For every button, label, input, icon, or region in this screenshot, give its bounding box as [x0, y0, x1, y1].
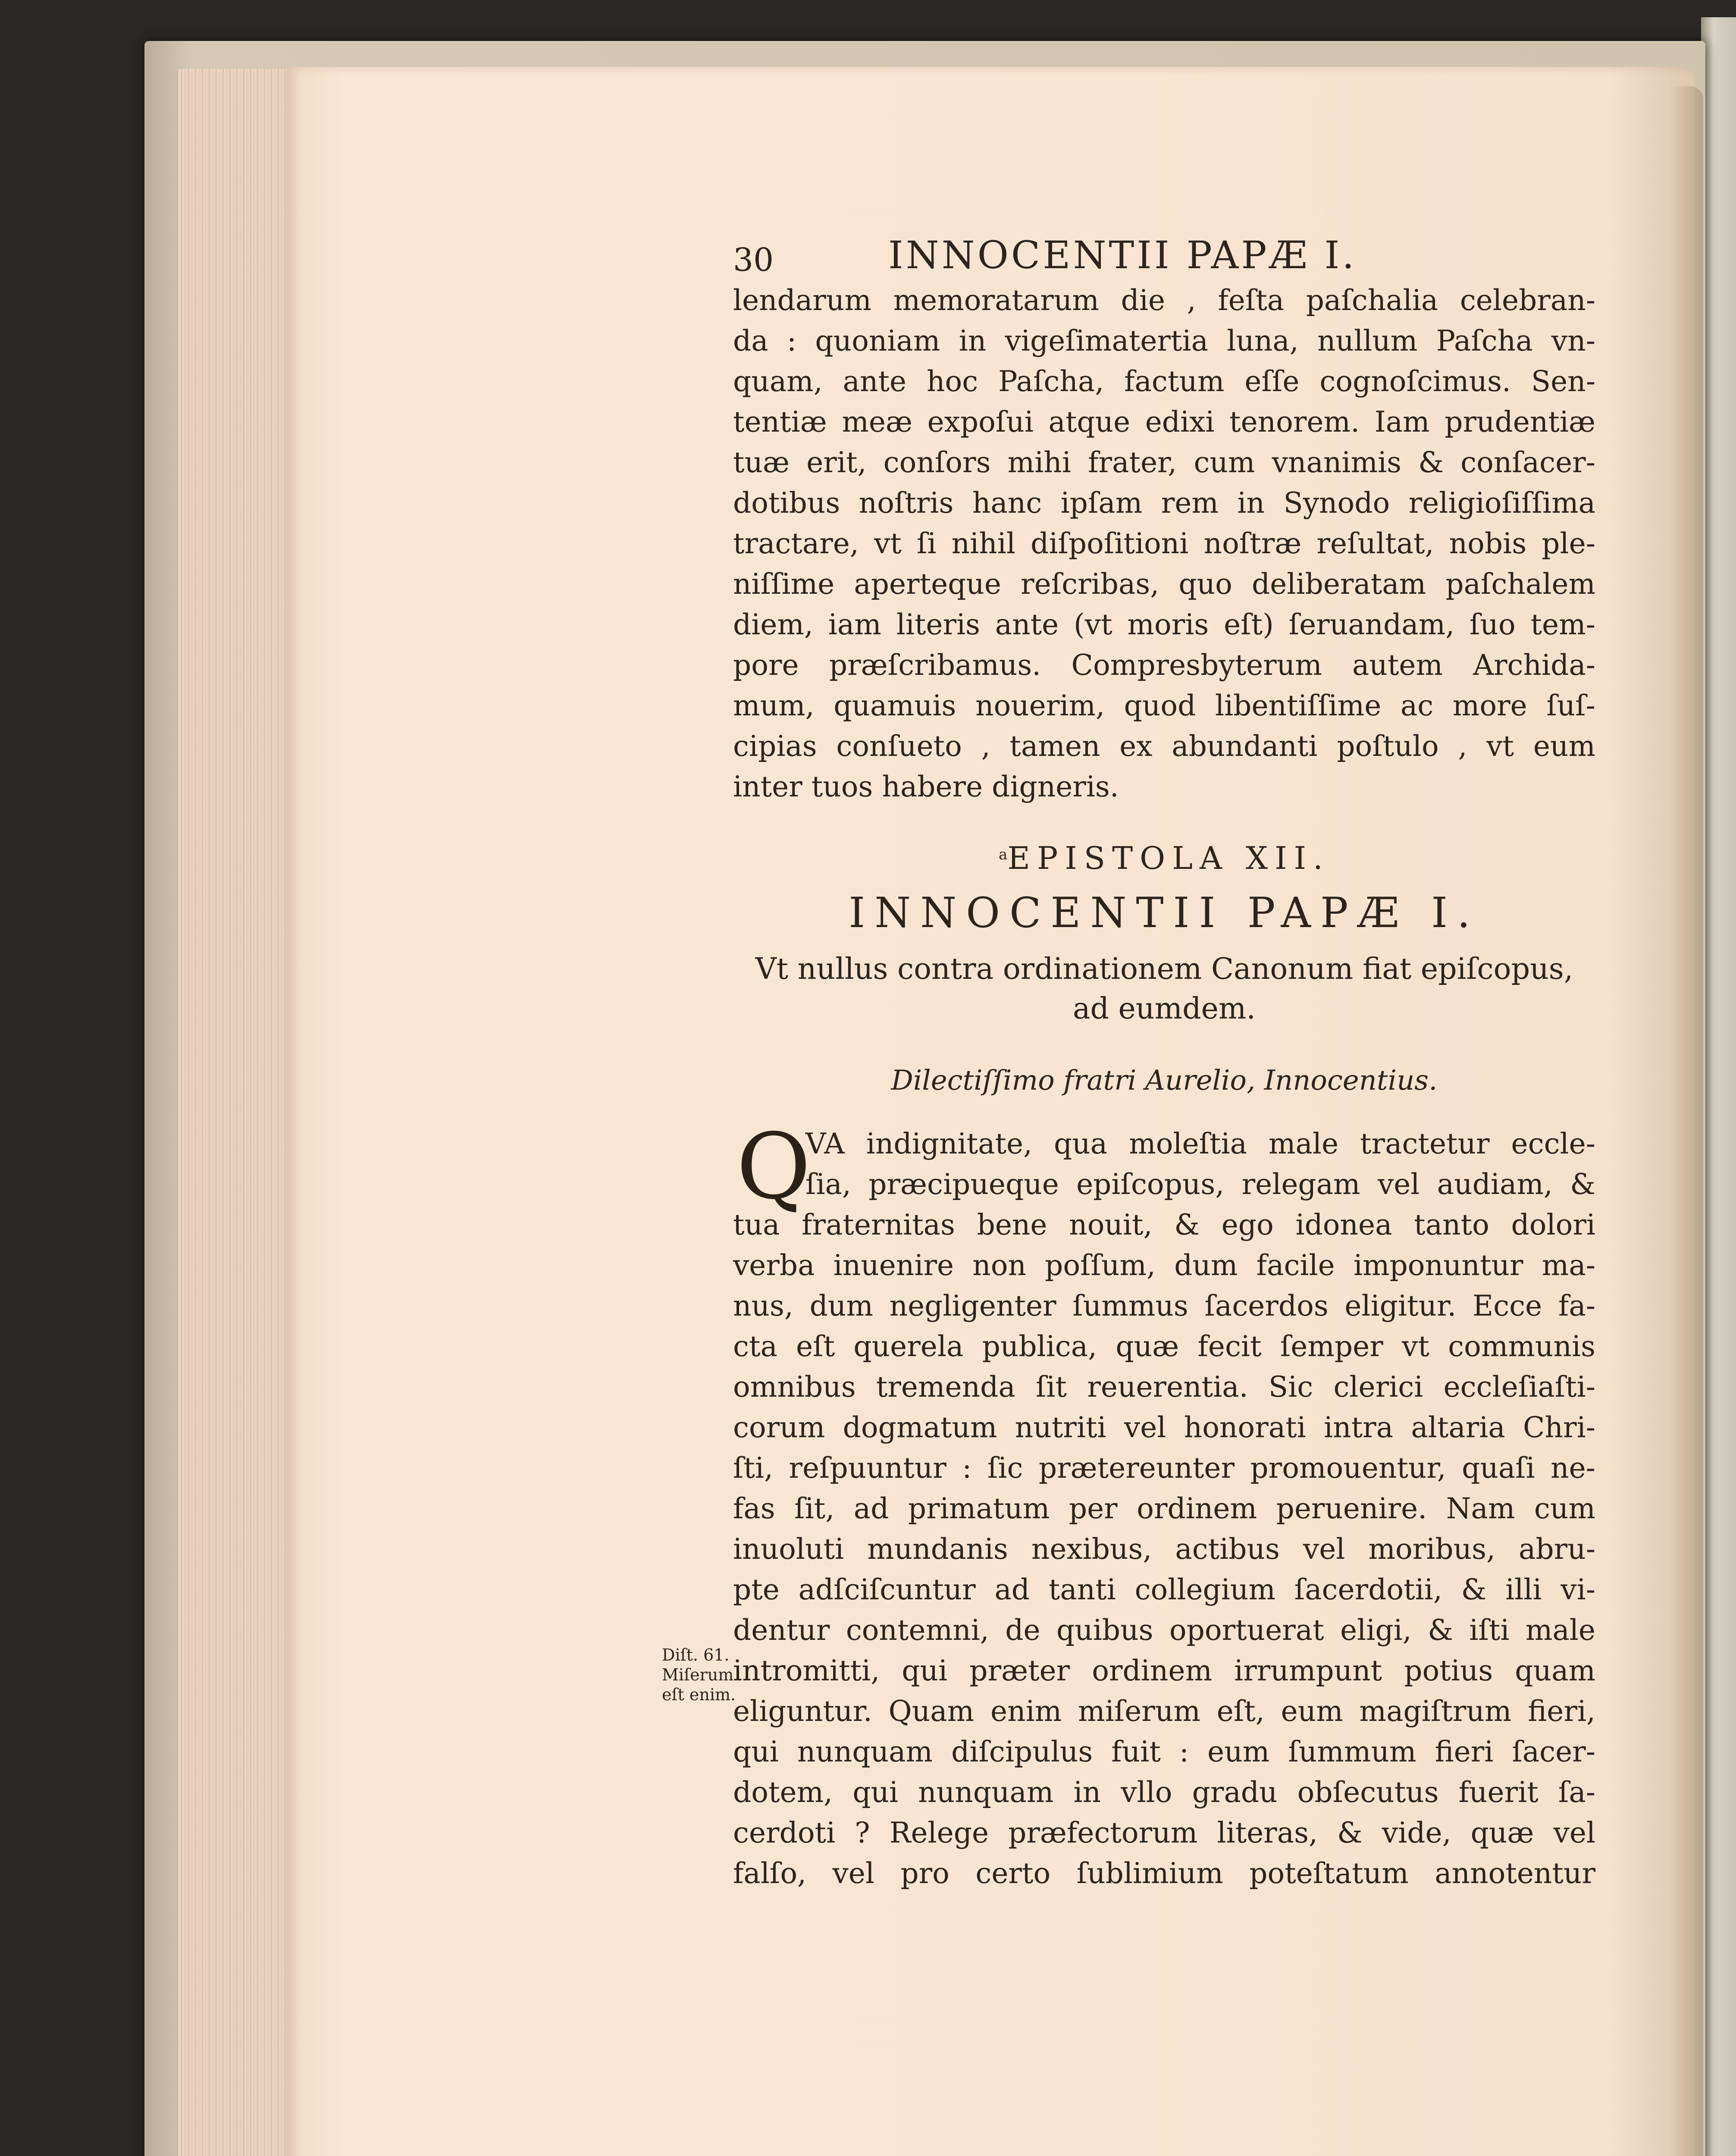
- marginal-note-line: eſt enim.: [662, 1685, 736, 1704]
- text-line: da : quoniam in vigeſimatertia luna, nullum Paſcha vn-: [733, 324, 1595, 357]
- text-line: tuæ erit, conſors mihi frater, cum vnanimis & conſacer-: [733, 446, 1595, 479]
- text-line: corum dogmatum nutriti vel honorati intra altaria Chri-: [733, 1411, 1595, 1444]
- text-line: pte adſciſcuntur ad tanti collegium ſacerdotii, & illi vi-: [733, 1573, 1595, 1606]
- text-line: inter tuos habere digneris.: [733, 770, 1119, 803]
- letter-body: [733, 1114, 1595, 1894]
- page-text-block: [733, 224, 1595, 1894]
- marginal-note-line: Miſerum: [662, 1665, 734, 1684]
- previous-letter-text: [733, 280, 1595, 807]
- text-line: quam, ante hoc Paſcha, factum eſſe cognoſcimus. Sen-: [733, 365, 1595, 398]
- text-line: cerdoti ? Relege præfectorum literas, & vide, quæ vel: [733, 1816, 1595, 1849]
- text-line: tentiæ meæ expoſui atque edixi tenorem. Iam prudentiæ: [733, 405, 1595, 439]
- text-line: lendarum memoratarum die , feſta paſchalia celebran-: [733, 284, 1595, 317]
- text-line: VA indignitate, qua moleſtia male tractetur eccle-: [805, 1127, 1595, 1160]
- text-line: dentur contemni, de quibus oportuerat eligi, & iſti male: [733, 1614, 1595, 1647]
- text-line: tua fraternitas bene nouit, & ego idonea tanto dolori: [733, 1208, 1595, 1241]
- running-head: INNOCENTII PAPÆ I.: [888, 233, 1357, 277]
- marginal-note: [662, 1645, 744, 1705]
- adjacent-page-strip: [1701, 17, 1736, 2156]
- epistola-title: [733, 833, 1595, 876]
- text-line: tractare, vt ſi nihil diſpoſitioni noſtræ reſultat, nobis ple-: [733, 527, 1595, 560]
- text-line: ſia, præcipueque epiſcopus, relegam vel audiam, &: [805, 1168, 1595, 1201]
- gutter-shadow: [1669, 86, 1703, 2156]
- text-line: cipias conſueto , tamen ex abundanti poſtulo , vt eum: [733, 730, 1595, 763]
- text-line: omnibus tremenda ſit reuerentia. Sic clerici eccleſiaſti-: [733, 1370, 1595, 1404]
- text-line: verba inuenire non poſſum, dum facile imponuntur ma-: [733, 1249, 1595, 1282]
- page-number: 30: [733, 241, 774, 279]
- subtitle-line: Vt nullus contra ordinationem Canonum fiat epiſcopus,: [755, 952, 1573, 986]
- page-edges: [177, 69, 299, 2156]
- subtitle-line: ad eumdem.: [1072, 992, 1256, 1026]
- text-line: falſo, vel pro certo ſublimium poteſtatum annotentur: [733, 1857, 1595, 1890]
- text-line: qui nunquam diſcipulus fuit : eum ſummum fieri ſacer-: [733, 1735, 1595, 1768]
- text-line: ſti, reſpuuntur : ſic prætereunter promouentur, quaſi ne-: [733, 1451, 1595, 1485]
- marginal-note-line: Diſt. 61.: [662, 1645, 730, 1664]
- text-line: dotem, qui nunquam in vllo gradu obſecutus fuerit ſa-: [733, 1776, 1595, 1809]
- letter-subtitle: [733, 950, 1595, 1029]
- drop-cap: Q: [736, 1114, 811, 1219]
- text-line: intromitti, qui præter ordinem irrumpunt potius quam: [733, 1654, 1595, 1687]
- footnote-mark: a: [999, 846, 1008, 863]
- text-line: inuoluti mundanis nexibus, actibus vel moribus, abru-: [733, 1532, 1595, 1566]
- text-line: pore præſcribamus. Compresbyterum autem Archida-: [733, 649, 1595, 682]
- text-line: eliguntur. Quam enim miſerum eſt, eum magiſtrum fieri,: [733, 1695, 1595, 1728]
- text-line: niſſime aperteque reſcribas, quo deliberatam paſchalem: [733, 567, 1595, 601]
- text-line: dotibus noſtris hanc ipſam rem in Synodo religioſiſſima: [733, 486, 1595, 520]
- text-line: mum, quamuis nouerim, quod libentiſſime ac more ſuſ-: [733, 689, 1595, 722]
- epistola-title-text: EPISTOLA XII.: [1007, 840, 1330, 876]
- text-line: nus, dum negligenter ſummus ſacerdos eligitur. Ecce fa-: [733, 1289, 1595, 1322]
- letter-heading: INNOCENTII PAPÆ I.: [849, 889, 1480, 937]
- text-line: cta eſt querela publica, quæ fecit ſemper vt communis: [733, 1330, 1595, 1363]
- page-header: [733, 224, 1595, 280]
- salutation: Dilectiſſimo fratri Aurelio, Innocentius.: [891, 1065, 1438, 1097]
- text-line: diem, iam literis ante (vt moris eſt) ſeruandam, ſuo tem-: [733, 608, 1595, 641]
- text-line: fas ſit, ad primatum per ordinem peruenire. Nam cum: [733, 1492, 1595, 1525]
